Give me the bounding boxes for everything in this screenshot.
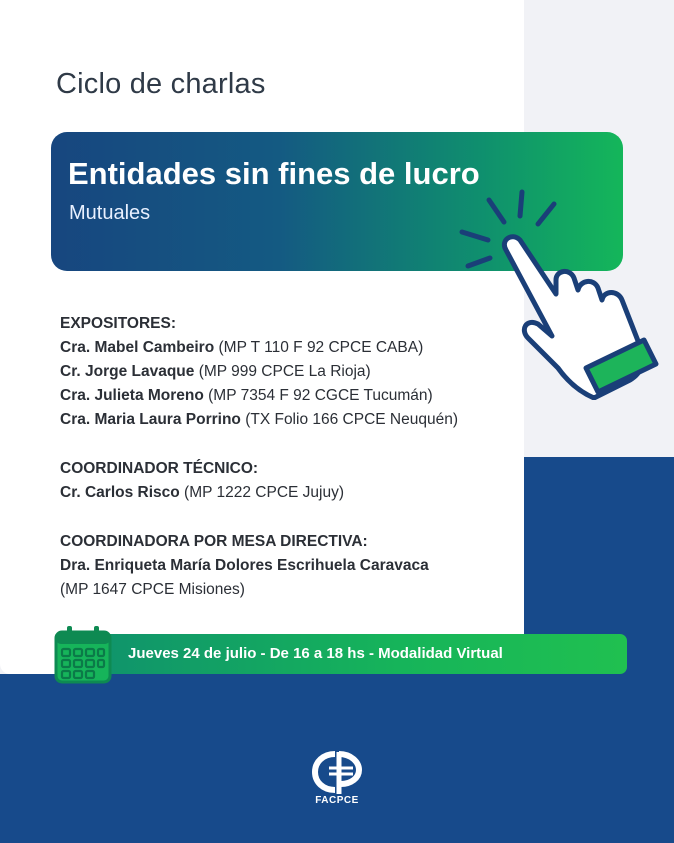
date-bar <box>57 634 627 674</box>
coordinador-heading: COORDINADOR TÉCNICO: <box>60 460 259 477</box>
expositor-row <box>60 360 458 384</box>
calendar-icon <box>50 622 116 688</box>
expositor-name: Cr. Jorge Lavaque <box>60 363 195 380</box>
expositor-detail: (MP 999 CPCE La Rioja) <box>194 363 371 380</box>
banner-subtitle: Mutuales <box>69 202 151 224</box>
coordinadora-name-text: Dra. Enriqueta María Dolores Escrihuela Caravaca <box>60 557 429 574</box>
expositor-detail: (MP T 110 F 92 CPCE CABA) <box>214 339 424 356</box>
coordinadora-detail: (MP 1647 CPCE Misiones) <box>60 581 245 598</box>
coordinadora-heading: COORDINADORA POR MESA DIRECTIVA: <box>60 533 368 550</box>
expositor-row <box>60 384 458 408</box>
coordinador-section <box>60 457 344 505</box>
expositor-name: Cra. Mabel Cambeiro <box>60 339 215 356</box>
expositores-section <box>60 312 458 432</box>
coordinadora-name <box>60 554 429 578</box>
expositor-detail: (TX Folio 166 CPCE Neuquén) <box>240 411 458 428</box>
series-title: Ciclo de charlas <box>56 68 266 100</box>
expositor-row <box>60 408 458 432</box>
expositor-row <box>60 336 458 360</box>
logo-text: FACPCE <box>315 795 359 806</box>
date-text: Jueves 24 de julio - De 16 a 18 hs - Modalidad Virtual <box>128 645 503 662</box>
coordinador-detail: (MP 1222 CPCE Jujuy) <box>179 484 344 501</box>
expositor-name: Cra. Julieta Moreno <box>60 387 204 404</box>
coordinador-name: Cr. Carlos Risco <box>60 484 180 501</box>
pointing-hand-icon <box>444 186 674 400</box>
coordinadora-section <box>60 530 429 602</box>
banner-title: Entidades sin fines de lucro <box>68 156 480 191</box>
expositor-detail: (MP 7354 F 92 CGCE Tucumán) <box>203 387 433 404</box>
expositores-heading: EXPOSITORES: <box>60 315 176 332</box>
expositor-name: Cra. Maria Laura Porrino <box>60 411 241 428</box>
coordinador-row <box>60 481 344 505</box>
